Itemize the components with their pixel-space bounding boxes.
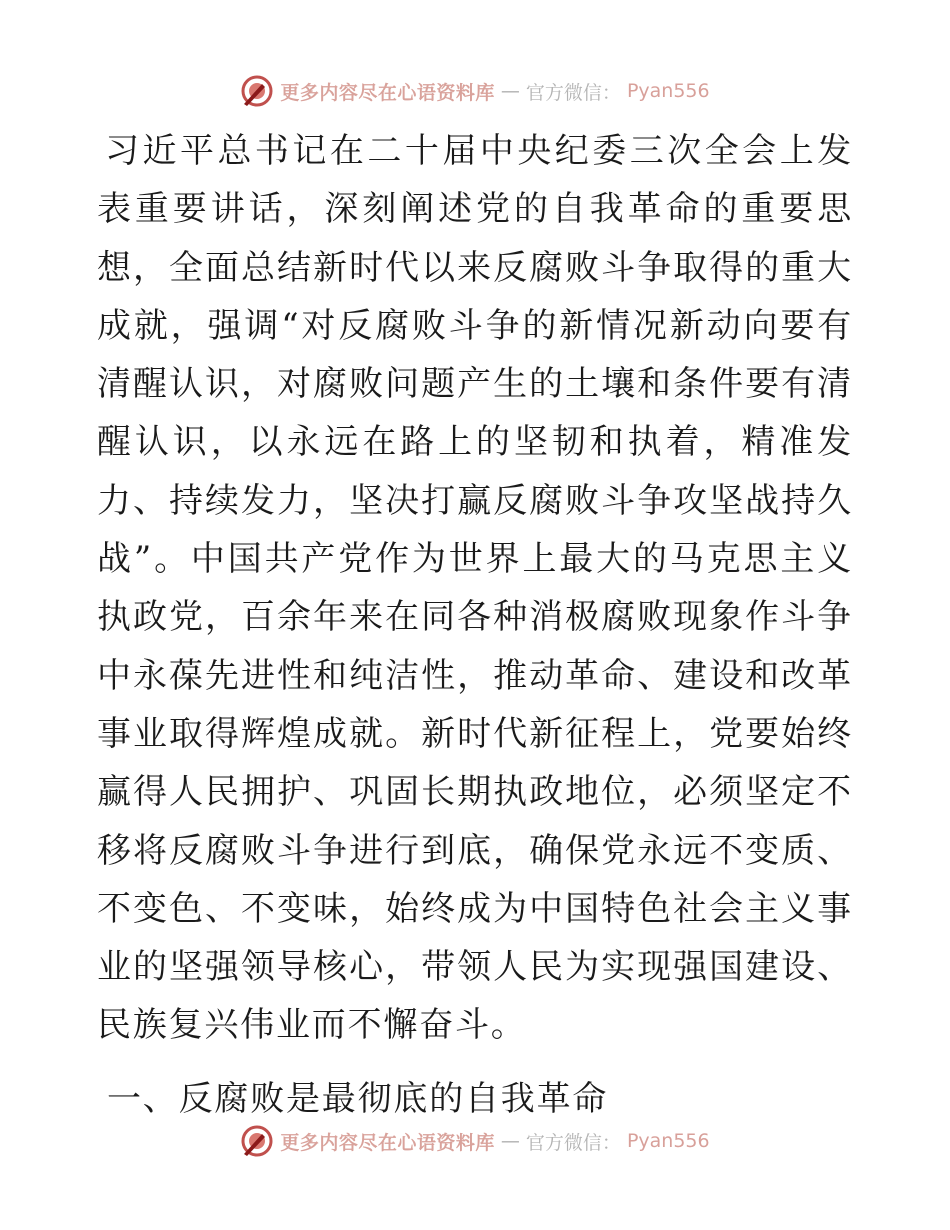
watermark-site-text: 更多内容尽在心语资料库 (280, 81, 495, 104)
watermark-separator: — (500, 1130, 520, 1152)
body-paragraph: 习近平总书记在二十届中央纪委三次全会上发表重要讲话，深刻阐述党的自我革命的重要思想，全面总结新时代以来反腐败斗争取得的重大成就，强调“对反腐败斗争的新情况新动向要有清醒认识，对腐败问题产生的土壤和条件要有清醒认识，以永远在路上的坚韧和执着，精准发力、持续发力，坚决打赢反腐败斗争攻坚战持久战”。中国共产党作为世界上最大的马克思主义执政党，百余年来在同各种消极腐败现象作斗争中永葆先进性和纯洁性，推动革命、建设和改革事业取得辉煌成就。新时代新征程上，党要始终赢得人民拥护、巩固长期执政地位，必须坚定不移将反腐败斗争进行到底，确保党永远不变质、不变色、不变味，始终成为中国特色社会主义事业的坚强领导核心，带领人民为实现强国建设、民族复兴伟业而不懈奋斗。 (97, 131, 853, 1046)
document-body (97, 122, 853, 1128)
pen-circle-logo-icon (240, 74, 274, 108)
watermark-account-id: Pyan556 (626, 1130, 710, 1152)
watermark-account-id: Pyan556 (626, 80, 710, 102)
watermark-separator: — (500, 80, 520, 102)
footer-watermark-banner (0, 1121, 950, 1161)
section-heading: 一、反腐败是最彻底的自我革命 (107, 1078, 609, 1119)
pen-circle-logo-icon (240, 1124, 274, 1158)
watermark-site-text: 更多内容尽在心语资料库 (280, 1131, 495, 1154)
watermark-account-label: 官方微信： (525, 81, 621, 104)
header-watermark-banner (0, 71, 950, 111)
watermark-account-label: 官方微信： (525, 1131, 621, 1154)
